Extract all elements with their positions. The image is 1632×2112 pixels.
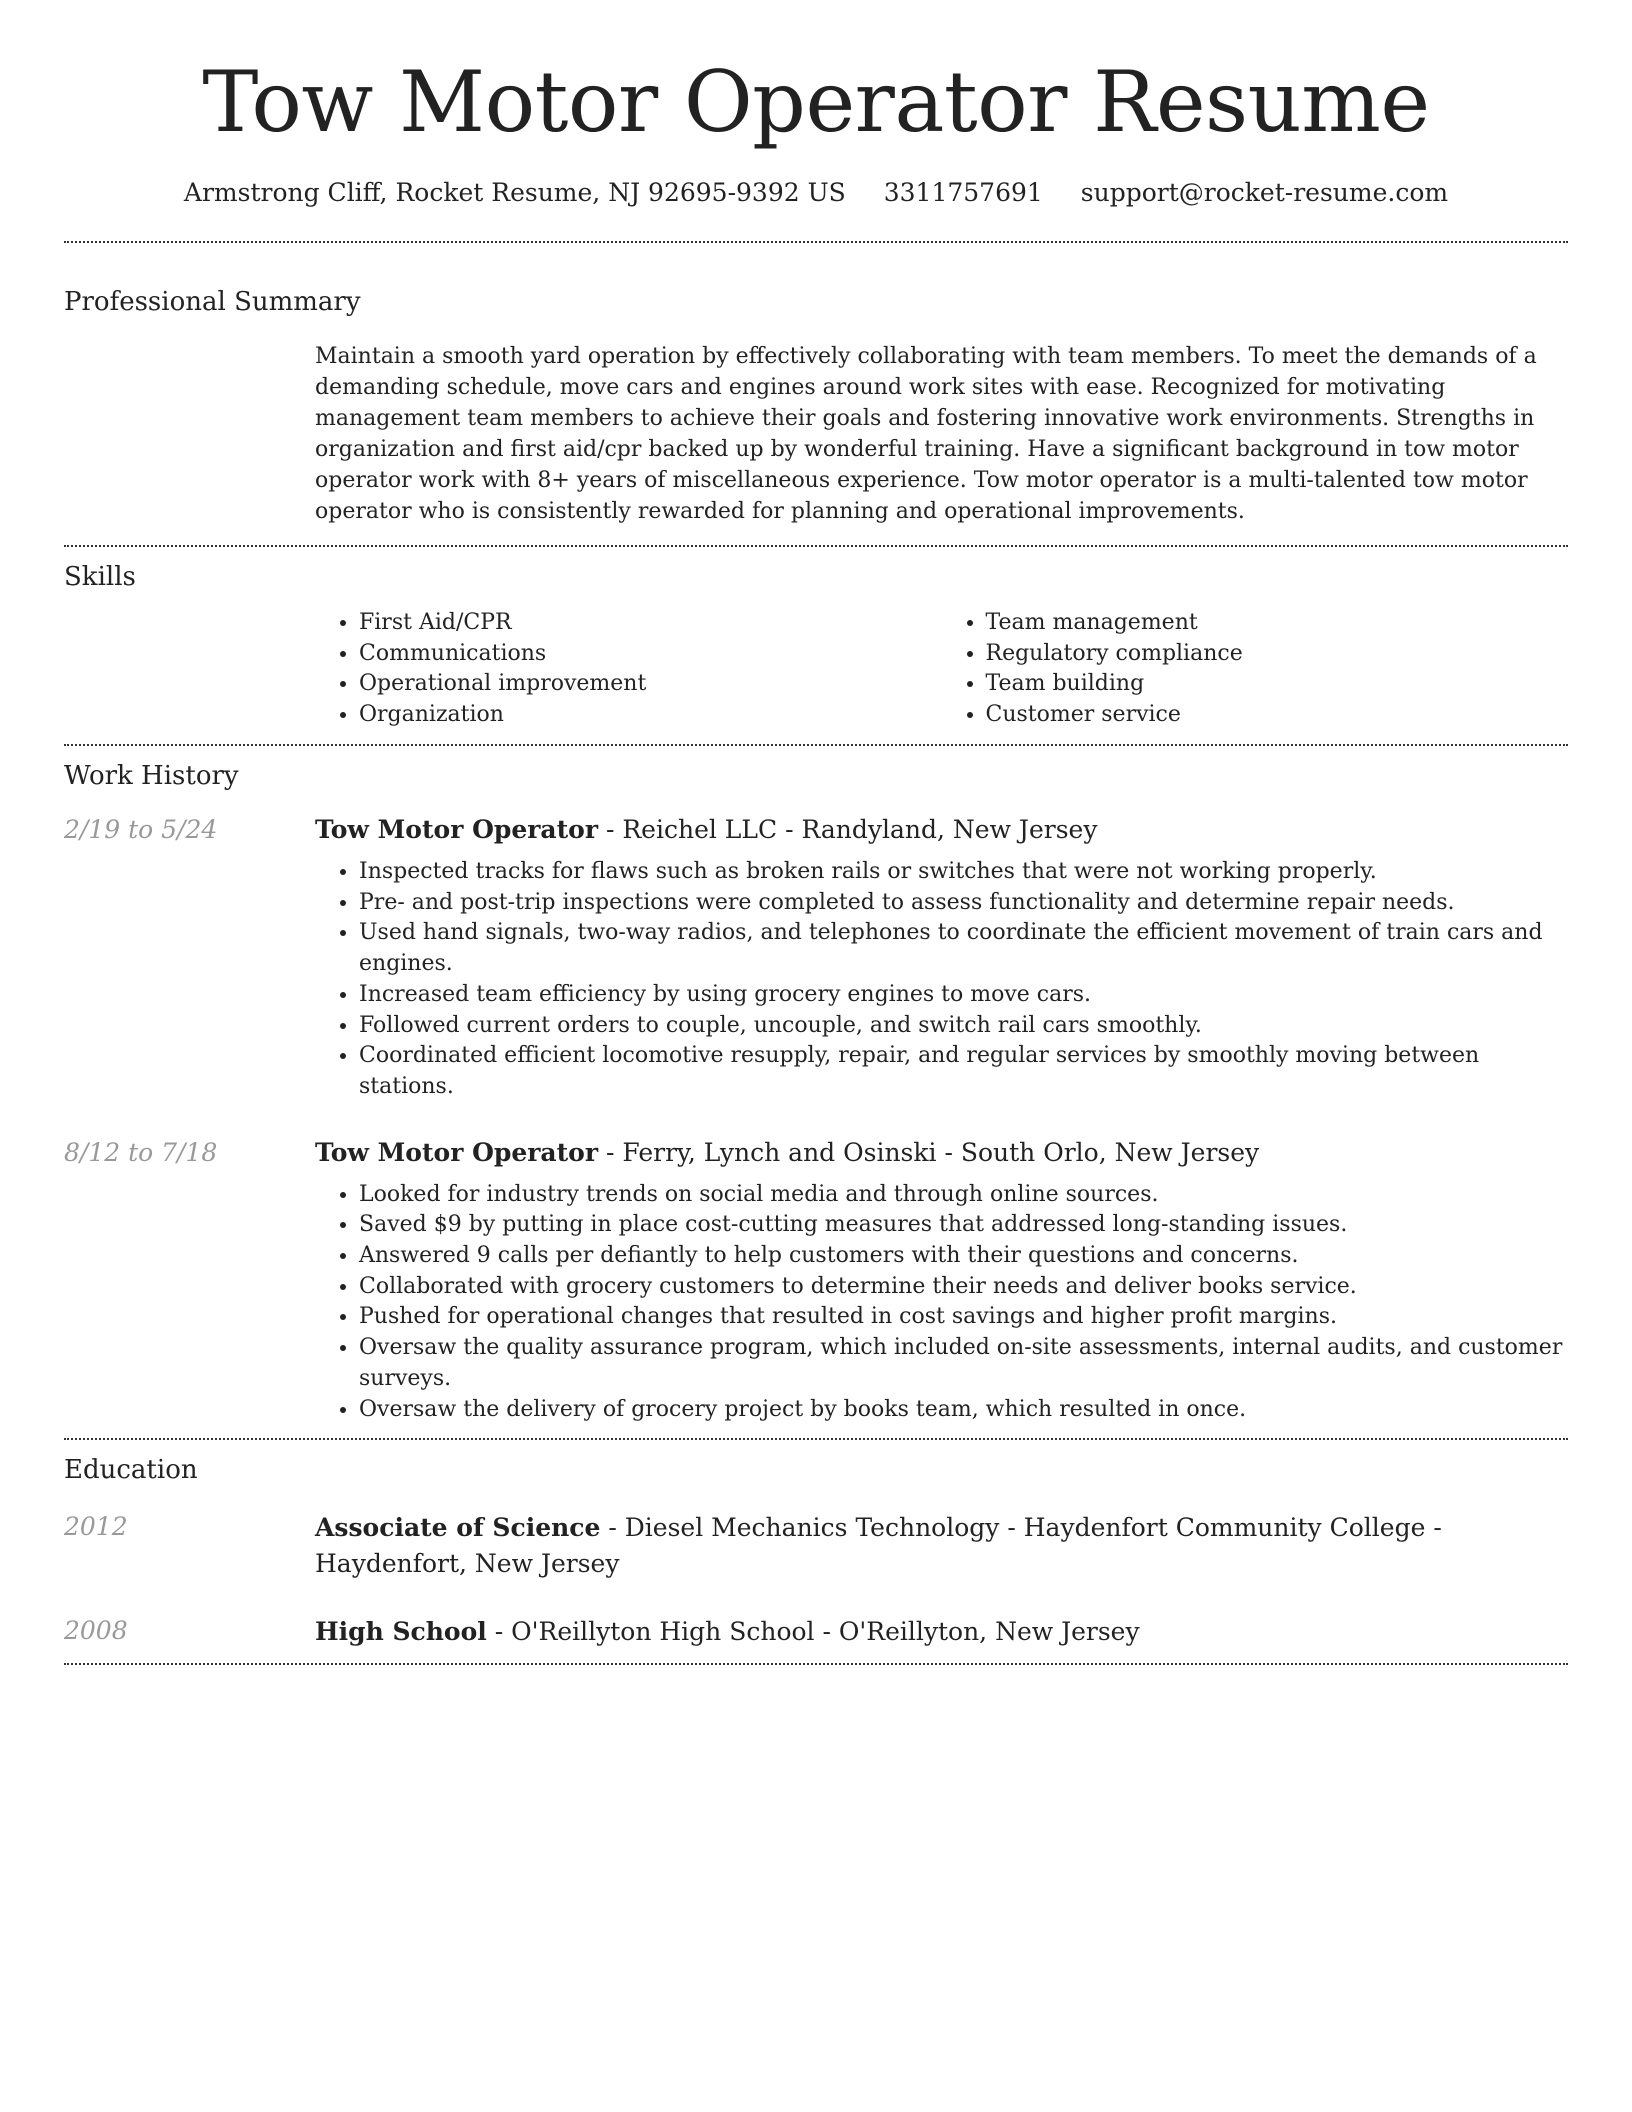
section-heading-summary: Professional Summary [64, 287, 361, 317]
education-heading [315, 1510, 1568, 1582]
skill-item: • Regulatory compliance [986, 639, 1569, 670]
job-bullet: • Saved $9 by putting in place cost-cutting measures that addressed long-standing issues. [359, 1210, 1568, 1241]
job-bullet: • Collaborated with grocery customers to determine their needs and deliver books service. [359, 1272, 1568, 1303]
job-bullets [315, 1180, 1568, 1426]
job-details: - Ferry, Lynch and Osinski - South Orlo, New Jersey [598, 1137, 1260, 1167]
skill-item: • Customer service [986, 700, 1569, 731]
education-degree: Associate of Science [315, 1513, 601, 1543]
job-body [315, 1136, 1568, 1426]
section-divider [64, 1663, 1568, 1665]
skills-grid [315, 608, 1568, 730]
section-heading-skills: Skills [64, 562, 136, 592]
skills-column-left [315, 608, 942, 730]
contact-line [0, 176, 1632, 210]
section-heading-education: Education [64, 1455, 198, 1486]
job-bullet: • Coordinated efficient locomotive resupply, repair, and regular services by smoothly moving between stations. [359, 1041, 1568, 1102]
resume-header [0, 0, 1632, 210]
job-bullet: • Pushed for operational changes that resulted in cost savings and higher profit margins. [359, 1302, 1568, 1333]
job-entry [64, 1136, 1568, 1426]
job-role: Tow Motor Operator [315, 1137, 599, 1167]
summary-text: Maintain a smooth yard operation by effectively collaborating with team members. To meet the demands of a demanding schedule, move cars and engines around work sites with ease. Recognized for motivating management team members to achieve their goals and fostering innovative work environments. Strengths in organization and first aid/cpr backed up by wonderful training. Have a significant background in tow motor operator work with 8+ years of miscellaneous experience. Tow motor operator is a multi-talented tow motor operator who is consistently rewarded for planning and operational improvements. [315, 344, 1537, 524]
job-dates: 8/12 to 7/18 [64, 1137, 218, 1167]
job-bullet: • Looked for industry trends on social media and through online sources. [359, 1180, 1568, 1211]
education-entry [64, 1614, 1568, 1650]
job-bullet: • Pre- and post-trip inspections were completed to assess functionality and determine repair needs. [359, 888, 1568, 919]
skill-item: • Team building [986, 669, 1569, 700]
resume-title: Tow Motor Operator Resume [202, 53, 1430, 151]
education-entry [64, 1510, 1568, 1582]
job-body [315, 813, 1568, 1103]
job-bullet: • Oversaw the quality assurance program, which included on-site assessments, internal audits, and customer surveys. [359, 1333, 1568, 1394]
job-bullet: • Oversaw the delivery of grocery project by books team, which resulted in once. [359, 1395, 1568, 1426]
contact-phone: 3311757691 [883, 178, 1043, 207]
job-bullet: • Increased team efficiency by using grocery engines to move cars. [359, 980, 1568, 1011]
skill-item: • Communications [359, 639, 942, 670]
job-heading [315, 1136, 1568, 1170]
education-year: 2008 [64, 1616, 128, 1646]
section-heading-work: Work History [64, 761, 239, 791]
education-heading [315, 1614, 1568, 1650]
education-details: - Diesel Mechanics Technology - Haydenfort Community College - Haydenfort, New Jersey [315, 1513, 1442, 1579]
education-body [315, 1614, 1568, 1650]
education-details: - O'Reillyton High School - O'Reillyton, New Jersey [486, 1617, 1140, 1647]
skill-item: • Operational improvement [359, 669, 942, 700]
job-bullets [315, 857, 1568, 1103]
job-entry [64, 813, 1568, 1103]
contact-address: Armstrong Cliff, Rocket Resume, NJ 92695-9392 US [183, 178, 846, 207]
work-history-section [64, 746, 1568, 1438]
skills-section [64, 547, 1568, 744]
education-body [315, 1510, 1568, 1582]
education-year: 2012 [64, 1512, 128, 1542]
job-details: - Reichel LLC - Randyland, New Jersey [598, 815, 1098, 844]
skills-column-right [942, 608, 1569, 730]
education-section [64, 1440, 1568, 1663]
job-bullet: • Used hand signals, two-way radios, and telephones to coordinate the efficient movement of train cars and engines. [359, 918, 1568, 979]
education-degree: High School [315, 1617, 487, 1647]
skill-item: • Organization [359, 700, 942, 731]
job-role: Tow Motor Operator [315, 815, 599, 844]
job-bullet: • Followed current orders to couple, uncouple, and switch rail cars smoothly. [359, 1011, 1568, 1042]
job-dates: 2/19 to 5/24 [64, 815, 218, 844]
skill-item: • First Aid/CPR [359, 608, 942, 639]
contact-email[interactable]: support@rocket-resume.com [1080, 178, 1449, 207]
skill-item: • Team management [986, 608, 1569, 639]
job-bullet: • Answered 9 calls per defiantly to help customers with their questions and concerns. [359, 1241, 1568, 1272]
professional-summary-section [64, 243, 1568, 545]
job-bullet: • Inspected tracks for flaws such as broken rails or switches that were not working properly. [359, 857, 1568, 888]
job-heading [315, 813, 1568, 847]
